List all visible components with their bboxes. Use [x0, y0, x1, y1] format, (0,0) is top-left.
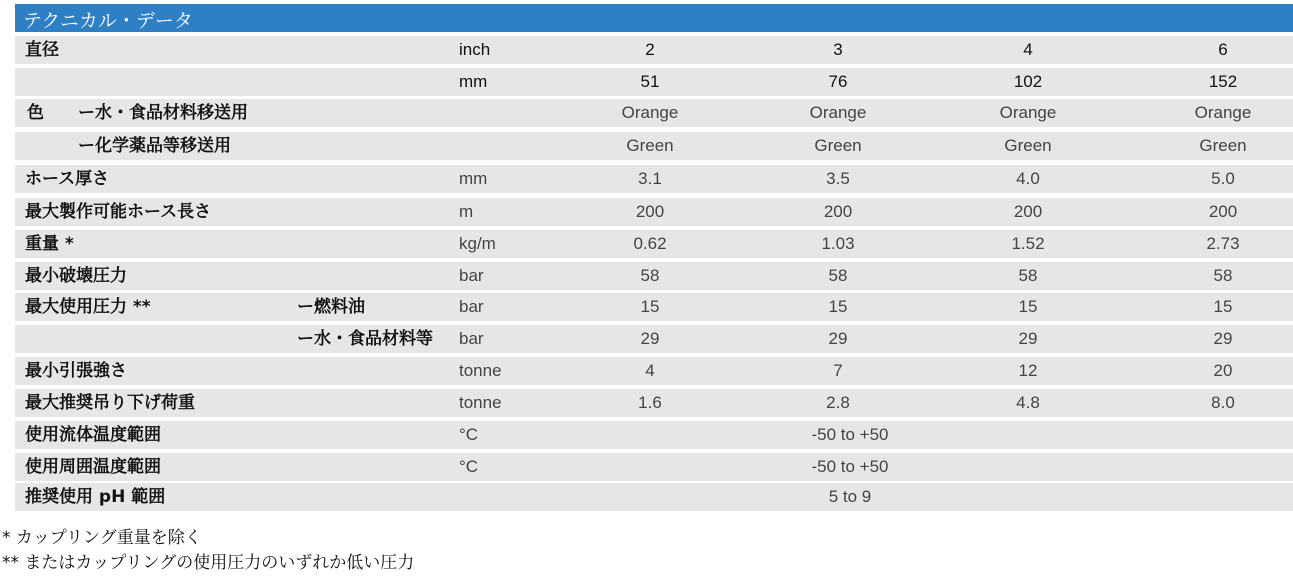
color-value: Orange: [809, 103, 867, 122]
row-value: 29: [640, 329, 660, 348]
row-value: 15: [1018, 297, 1038, 316]
row-value: 4: [645, 361, 655, 380]
row-unit: tonne: [459, 393, 502, 412]
row-value: 200: [1208, 202, 1238, 221]
span-value: -50 to +50: [811, 425, 889, 444]
color-sublabel-chemical: ー化学薬品等移送用: [78, 136, 231, 156]
inch-value: 2: [645, 40, 655, 59]
title-bar: [15, 4, 1293, 32]
span-value: 5 to 9: [828, 487, 872, 506]
row-value: 15: [640, 297, 660, 316]
mm-value: 152: [1208, 72, 1238, 91]
row-value: 7: [833, 361, 843, 380]
table-row: [15, 262, 1293, 290]
row-value: 1.6: [638, 393, 662, 412]
row-value: 29: [1018, 329, 1038, 348]
unit-mm: mm: [459, 72, 488, 91]
row-unit: m: [459, 202, 474, 221]
mm-value: 76: [828, 72, 848, 91]
row-value: 200: [823, 202, 853, 221]
pressure-sublabel-water: ー水・食品材料等: [297, 329, 433, 349]
row-value: 58: [1213, 266, 1233, 285]
table-row: [15, 357, 1293, 385]
row-value: 3.1: [638, 169, 662, 188]
color-value: Green: [814, 136, 862, 155]
row-value: 58: [1018, 266, 1038, 285]
table-row-span: [15, 453, 1293, 481]
row-value: 1.52: [1011, 234, 1045, 253]
row-label: 使用流体温度範囲: [25, 425, 161, 445]
table-title: テクニカル・データ: [23, 10, 193, 32]
table-row: [15, 198, 1293, 226]
diameter-label: 直径: [25, 40, 59, 60]
inch-value: 6: [1218, 40, 1228, 59]
row-value: 58: [640, 266, 660, 285]
header-row-inch: [15, 36, 1293, 64]
row-value: 29: [828, 329, 848, 348]
footnote: ** またはカップリングの使用圧力のいずれか低い圧力: [2, 553, 415, 573]
table-row-span: [15, 421, 1293, 449]
row-unit: tonne: [459, 361, 502, 380]
row-value: 15: [828, 297, 848, 316]
inch-value: 4: [1023, 40, 1033, 59]
row-label: 最大製作可能ホース長さ: [25, 202, 212, 222]
row-value: 200: [635, 202, 665, 221]
row-unit: bar: [459, 297, 484, 316]
row-value: 0.62: [633, 234, 667, 253]
mm-value: 102: [1013, 72, 1043, 91]
span-value: -50 to +50: [811, 457, 889, 476]
row-value: 4.0: [1016, 169, 1040, 188]
row-unit: kg/m: [459, 234, 496, 253]
pressure-sublabel-fuel: ー燃料油: [297, 297, 365, 317]
mm-value: 51: [640, 72, 660, 91]
row-unit: bar: [459, 266, 484, 285]
row-unit: mm: [459, 169, 488, 188]
row-label: 最小引張強さ: [25, 361, 127, 381]
pressure-row-water: [15, 325, 1293, 353]
row-value: 3.5: [826, 169, 850, 188]
row-value: 15: [1213, 297, 1233, 316]
row-value: 200: [1013, 202, 1043, 221]
row-value: 8.0: [1211, 393, 1235, 412]
row-value: 4.8: [1016, 393, 1040, 412]
pressure-label: 最大使用圧力 **: [25, 297, 151, 317]
pressure-row-fuel: [15, 293, 1293, 321]
color-value: Orange: [1194, 103, 1252, 122]
row-unit: °C: [459, 457, 479, 476]
row-label: 最小破壊圧力: [25, 266, 127, 286]
inch-value: 3: [833, 40, 843, 59]
row-value: 5.0: [1211, 169, 1235, 188]
footnote: * カップリング重量を除く: [2, 528, 202, 548]
color-value: Green: [626, 136, 674, 155]
table-row: [15, 230, 1293, 258]
row-label: 推奨使用 pH 範囲: [25, 487, 166, 507]
row-label: 重量 *: [25, 234, 74, 254]
color-value: Orange: [999, 103, 1057, 122]
table-row-span: [15, 483, 1293, 511]
color-value: Green: [1199, 136, 1247, 155]
table-row: [15, 165, 1293, 193]
color-value: Green: [1004, 136, 1052, 155]
row-value: 20: [1213, 361, 1233, 380]
table-row: [15, 389, 1293, 417]
unit-inch: inch: [459, 40, 491, 59]
row-label: 最大推奨吊り下げ荷重: [25, 393, 195, 413]
row-value: 2.8: [826, 393, 850, 412]
color-label: 色: [27, 103, 44, 123]
row-value: 2.73: [1206, 234, 1240, 253]
row-value: 58: [828, 266, 848, 285]
row-value: 29: [1213, 329, 1233, 348]
row-unit: °C: [459, 425, 479, 444]
row-label: 使用周囲温度範囲: [25, 457, 161, 477]
row-value: 1.03: [821, 234, 855, 253]
header-row-mm: [15, 68, 1293, 96]
color-row-water: [15, 99, 1293, 127]
row-value: 12: [1018, 361, 1038, 380]
row-unit: bar: [459, 329, 484, 348]
color-sublabel-water: ー水・食品材料移送用: [78, 103, 248, 123]
color-row-chemical: [15, 132, 1293, 160]
row-label: ホース厚さ: [25, 169, 110, 189]
color-value: Orange: [621, 103, 679, 122]
